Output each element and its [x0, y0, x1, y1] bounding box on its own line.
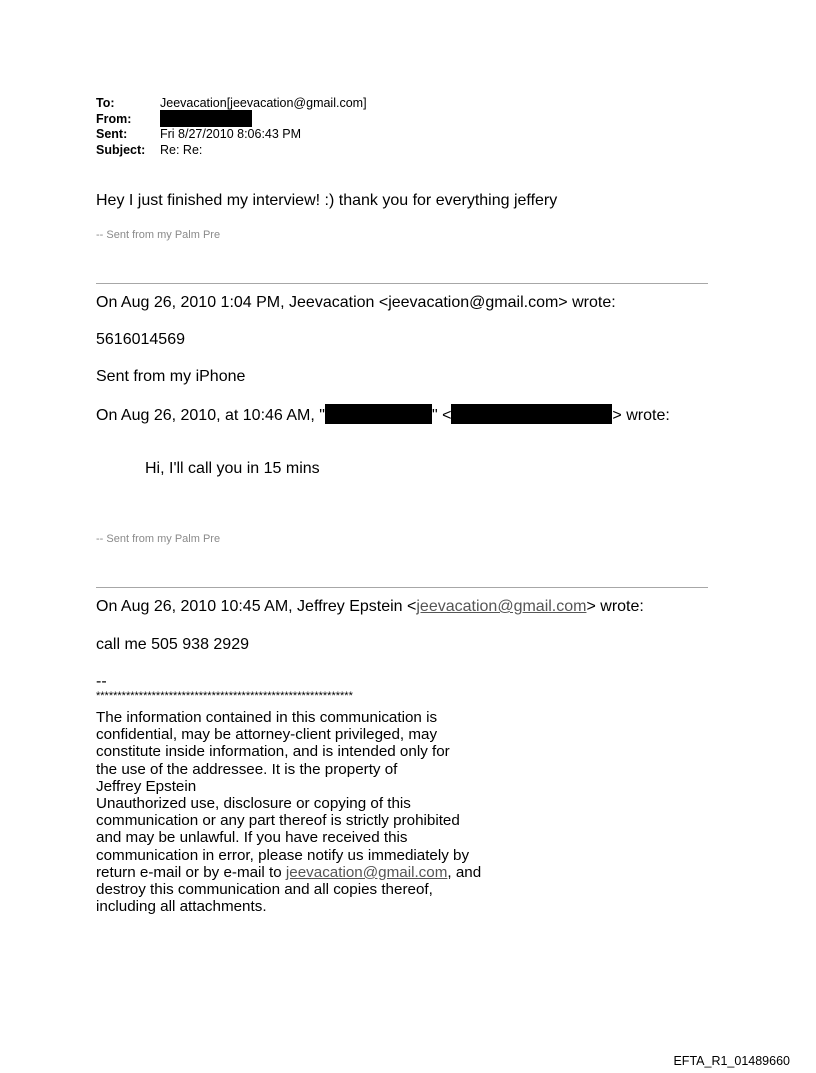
redaction-box: [451, 404, 612, 424]
subject-value: Re: Re:: [160, 143, 203, 157]
email-link[interactable]: jeevacation@gmail.com: [416, 598, 587, 615]
quote2-attribution: [96, 598, 644, 616]
attribution2-mid: " <: [431, 407, 452, 424]
disclaimer-line: and may be unlawful. If you have received this: [96, 829, 408, 847]
attribution-prefix: On Aug 26, 2010 10:45 AM, Jeffrey Epstein <: [96, 598, 417, 615]
email-link[interactable]: jeevacation@gmail.com: [285, 863, 448, 881]
disclaimer-line: destroy this communication and all copies thereof,: [96, 881, 433, 899]
signature-stars: ************************************************************: [96, 690, 353, 702]
redaction-box: [160, 110, 252, 127]
message-body: Hey I just finished my interview! :) thank you for everything jeffery: [96, 192, 558, 209]
quote1-phone: 5616014569: [96, 331, 185, 348]
disclaimer-line: the use of the addressee. It is the property of: [96, 760, 398, 778]
disclaimer-line: including all attachments.: [96, 898, 267, 916]
to-label: To:: [96, 96, 115, 110]
attribution2-suffix: > wrote:: [612, 407, 670, 424]
redaction-box: [325, 404, 432, 424]
disclaimer-line: The information contained in this communication is: [96, 709, 438, 726]
quote2-message: call me 505 938 2929: [96, 636, 249, 653]
disclaimer: [96, 709, 536, 915]
attribution2-prefix: On Aug 26, 2010, at 10:46 AM, ": [96, 407, 325, 424]
to-value: Jeevacation[jeevacation@gmail.com]: [160, 96, 367, 110]
quote1-attribution2: [96, 404, 670, 425]
sent-label: Sent:: [96, 127, 128, 141]
quote1-sent-from: Sent from my iPhone: [96, 368, 246, 385]
return-prefix: return e-mail or by e-mail to: [96, 863, 286, 881]
sent-value: Fri 8/27/2010 8:06:43 PM: [160, 127, 302, 141]
from-label: From:: [96, 112, 132, 126]
divider: [96, 283, 708, 284]
message-signature: -- Sent from my Palm Pre: [96, 229, 221, 241]
disclaimer-line: communication or any part thereof is strictly prohibited: [96, 812, 460, 830]
disclaimer-line: Unauthorized use, disclosure or copying of this: [96, 795, 411, 813]
quote1-signature: -- Sent from my Palm Pre: [96, 533, 221, 545]
disclaimer-return-line: [96, 864, 536, 881]
quote1-inner-message: Hi, I'll call you in 15 mins: [145, 460, 320, 477]
disclaimer-line: constitute inside information, and is intended only for: [96, 743, 450, 761]
disclaimer-line: confidential, may be attorney-client privileged, may: [96, 726, 438, 744]
signature-dashes: --: [96, 673, 107, 690]
document-id: EFTA_R1_01489660: [673, 1054, 790, 1068]
disclaimer-line: Jeffrey Epstein: [96, 777, 197, 795]
disclaimer-line: communication in error, please notify us immediately by: [96, 846, 470, 864]
attribution-suffix: > wrote:: [586, 598, 644, 615]
divider: [96, 587, 708, 588]
quote1-attribution: On Aug 26, 2010 1:04 PM, Jeevacation <jeevacation@gmail.com> wrote:: [96, 294, 616, 311]
return-suffix: , and: [447, 863, 482, 881]
subject-label: Subject:: [96, 143, 146, 157]
